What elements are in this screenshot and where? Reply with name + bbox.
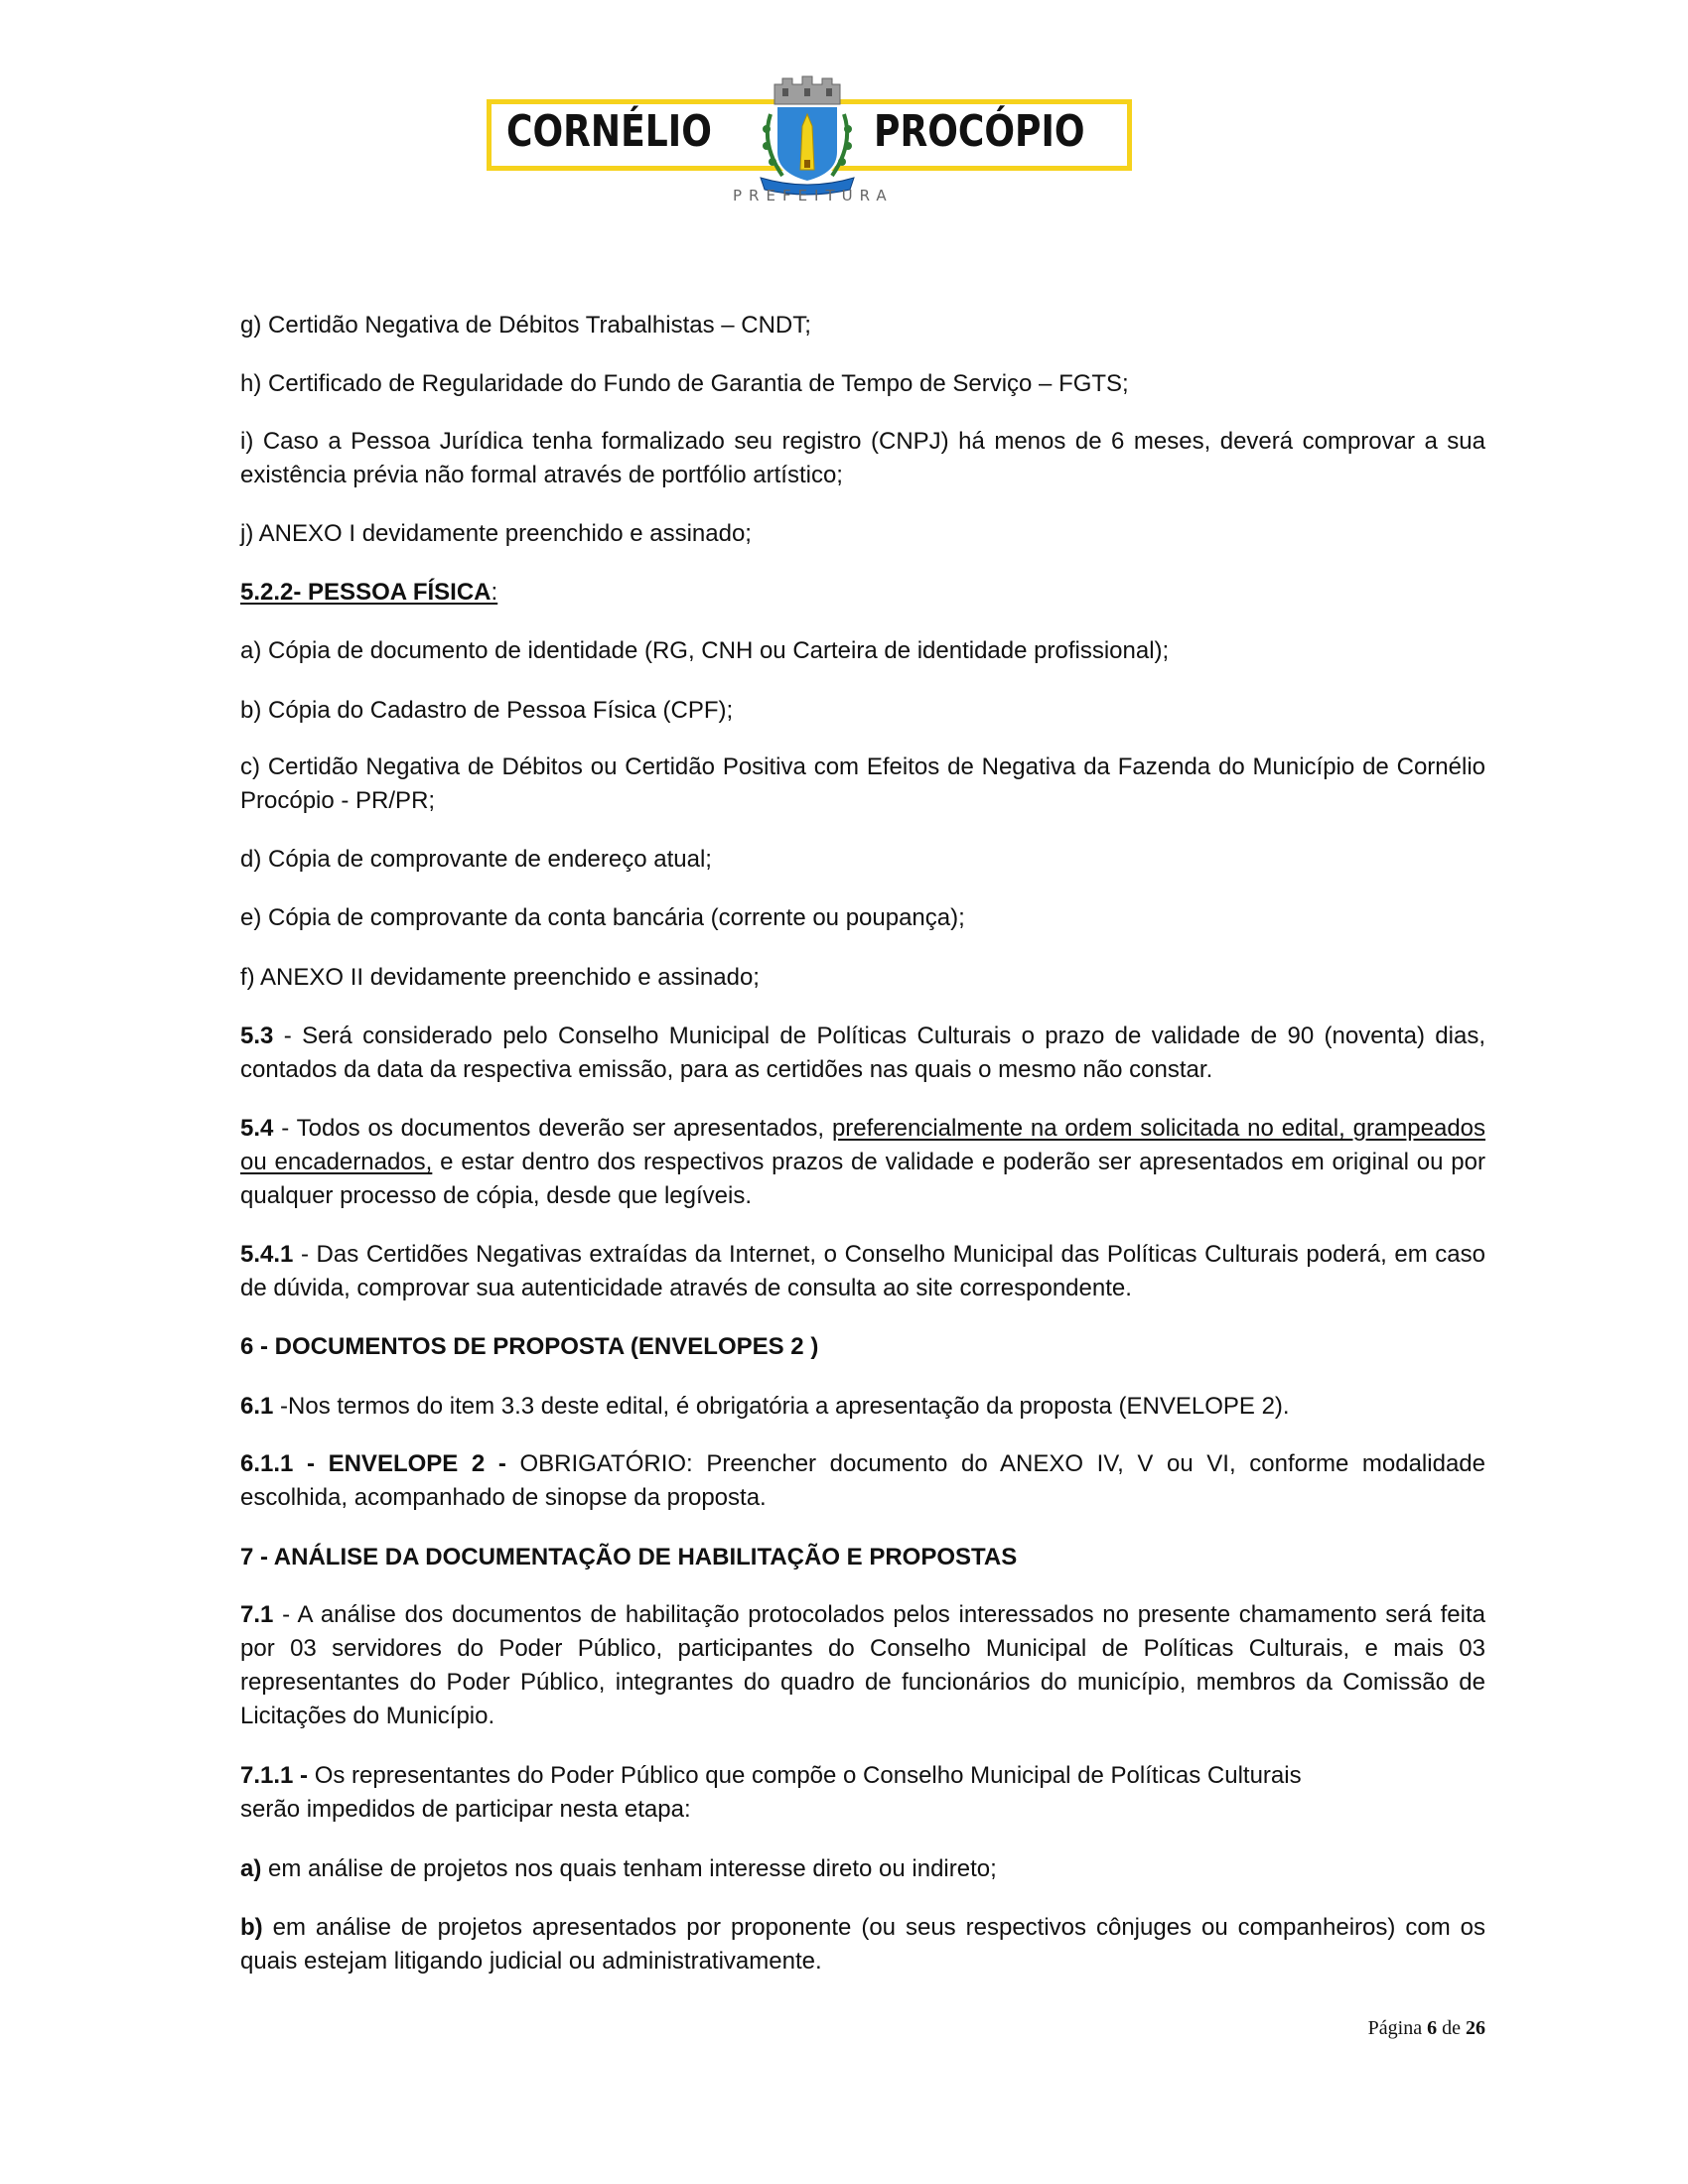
logo-subtitle: PREFEITURA <box>733 187 894 205</box>
item-text: em análise de projetos apresentados por proponente (ou seus respectivos cônjuges ou companheiros) com os quais estejam litigando judicial ou administrativamente. <box>240 1914 1485 1975</box>
item-7-b <box>240 1911 1485 1979</box>
item-i: i) Caso a Pessoa Jurídica tenha formalizado seu registro (CNPJ) há menos de 6 meses, deverá comprovar a sua existência prévia não formal através de portfólio artístico; <box>240 428 1485 488</box>
section-5-4-1 <box>240 1238 1485 1305</box>
heading-text: 5.2.2- PESSOA FÍSICA <box>240 579 492 606</box>
section-6-1 <box>240 1390 1485 1424</box>
item-e: e) Cópia de comprovante da conta bancária (corrente ou poupança); <box>240 904 965 931</box>
item-text: em análise de projetos nos quais tenham interesse direto ou indireto; <box>261 1855 997 1882</box>
section-number: 5.3 <box>240 1023 274 1049</box>
section-text-underlined: preferencialmente na ordem solicitada no edital, grampeados ou encadernados, <box>240 1115 1486 1175</box>
logo-word-procopio: PROCÓPIO <box>874 106 1085 157</box>
item-b: b) Cópia do Cadastro de Pessoa Física (CPF); <box>240 697 734 724</box>
item-d: d) Cópia de comprovante de endereço atual; <box>240 846 712 873</box>
page-word: Página <box>1367 2017 1423 2039</box>
section-5-3 <box>240 1020 1485 1087</box>
section-text-before: - Todos os documentos deverão ser apresentados, <box>273 1115 832 1142</box>
item-h: h) Certificado de Regularidade do Fundo de Garantia de Tempo de Serviço – FGTS; <box>240 370 1129 397</box>
section-number: 7.1 <box>240 1601 274 1628</box>
section-7-1-1 <box>240 1759 1485 1827</box>
section-6-heading: 6 - DOCUMENTOS DE PROPOSTA (ENVELOPES 2 ) <box>240 1333 819 1360</box>
section-text: OBRIGATÓRIO: Preencher documento do ANEXO IV, V ou VI, conforme modalidade escolhida, acompanhado de sinopse da proposta. <box>240 1450 1485 1511</box>
item-c: c) Certidão Negativa de Débitos ou Certidão Positiva com Efeitos de Negativa da Fazenda do Município de Cornélio Procópio - PR/PR; <box>240 753 1485 814</box>
section-number: 6.1.1 - ENVELOPE 2 - <box>240 1450 506 1477</box>
item-f: f) ANEXO II devidamente preenchido e assinado; <box>240 964 760 991</box>
section-text: - A análise dos documentos de habilitação protocolados pelos interessados no presente chamamento será feita por 03 servidores do Poder Público, participantes do Conselho Municipal de Políticas Culturais, e mais 03 representantes do Poder Público, integrantes do quadro de funcionários do município, membros da Comissão de Licitações do Município. <box>240 1601 1485 1729</box>
section-number: 5.4 <box>240 1115 274 1142</box>
heading-colon: : <box>491 579 498 606</box>
section-text-line2: serão impedidos de participar nesta etapa: <box>240 1796 691 1823</box>
item-g: g) Certidão Negativa de Débitos Trabalhistas – CNDT; <box>240 312 811 339</box>
section-text-line1: Os representantes do Poder Público que compõe o Conselho Municipal de Políticas Culturais <box>308 1762 1302 1789</box>
page-number <box>1368 2017 1485 2040</box>
section-5-2-2-heading <box>240 576 1485 610</box>
section-text-after: e estar dentro dos respectivos prazos de validade e poderão ser apresentados em original ou por qualquer processo de cópia, desde que legíveis. <box>240 1149 1485 1209</box>
section-5-4 <box>240 1112 1485 1213</box>
section-number: 6.1 <box>240 1393 274 1420</box>
section-text: - Será considerado pelo Conselho Municipal de Políticas Culturais o prazo de validade de 90 (noventa) dias, contados da data da respectiva emissão, para as certidões nas quais o mesmo não constar. <box>240 1023 1485 1083</box>
section-text: -Nos termos do item 3.3 deste edital, é obrigatória a apresentação da proposta (ENVELOPE 2). <box>273 1393 1290 1420</box>
prefeitura-logo <box>487 74 1142 208</box>
item-label: b) <box>240 1914 263 1941</box>
logo-word-cornelio: CORNÉLIO <box>506 106 712 157</box>
item-label: a) <box>240 1855 262 1882</box>
section-number: 7.1.1 - <box>240 1762 309 1789</box>
current-page: 6 <box>1427 2017 1438 2039</box>
section-number: 5.4.1 <box>240 1241 294 1268</box>
item-7-a <box>240 1852 1485 1886</box>
of-word: de <box>1442 2017 1461 2039</box>
section-7-1 <box>240 1598 1485 1733</box>
item-a: a) Cópia de documento de identidade (RG, CNH ou Carteira de identidade profissional); <box>240 637 1170 664</box>
section-7-heading: 7 - ANÁLISE DA DOCUMENTAÇÃO DE HABILITAÇÃO E PROPOSTAS <box>240 1544 1018 1570</box>
item-j: j) ANEXO I devidamente preenchido e assinado; <box>240 520 752 547</box>
coat-of-arms-icon <box>753 74 862 204</box>
total-pages: 26 <box>1466 2017 1485 2039</box>
section-text: - Das Certidões Negativas extraídas da Internet, o Conselho Municipal das Políticas Culturais poderá, em caso de dúvida, comprovar sua autenticidade através de consulta ao site correspondente. <box>240 1241 1485 1301</box>
section-6-1-1 <box>240 1447 1485 1515</box>
